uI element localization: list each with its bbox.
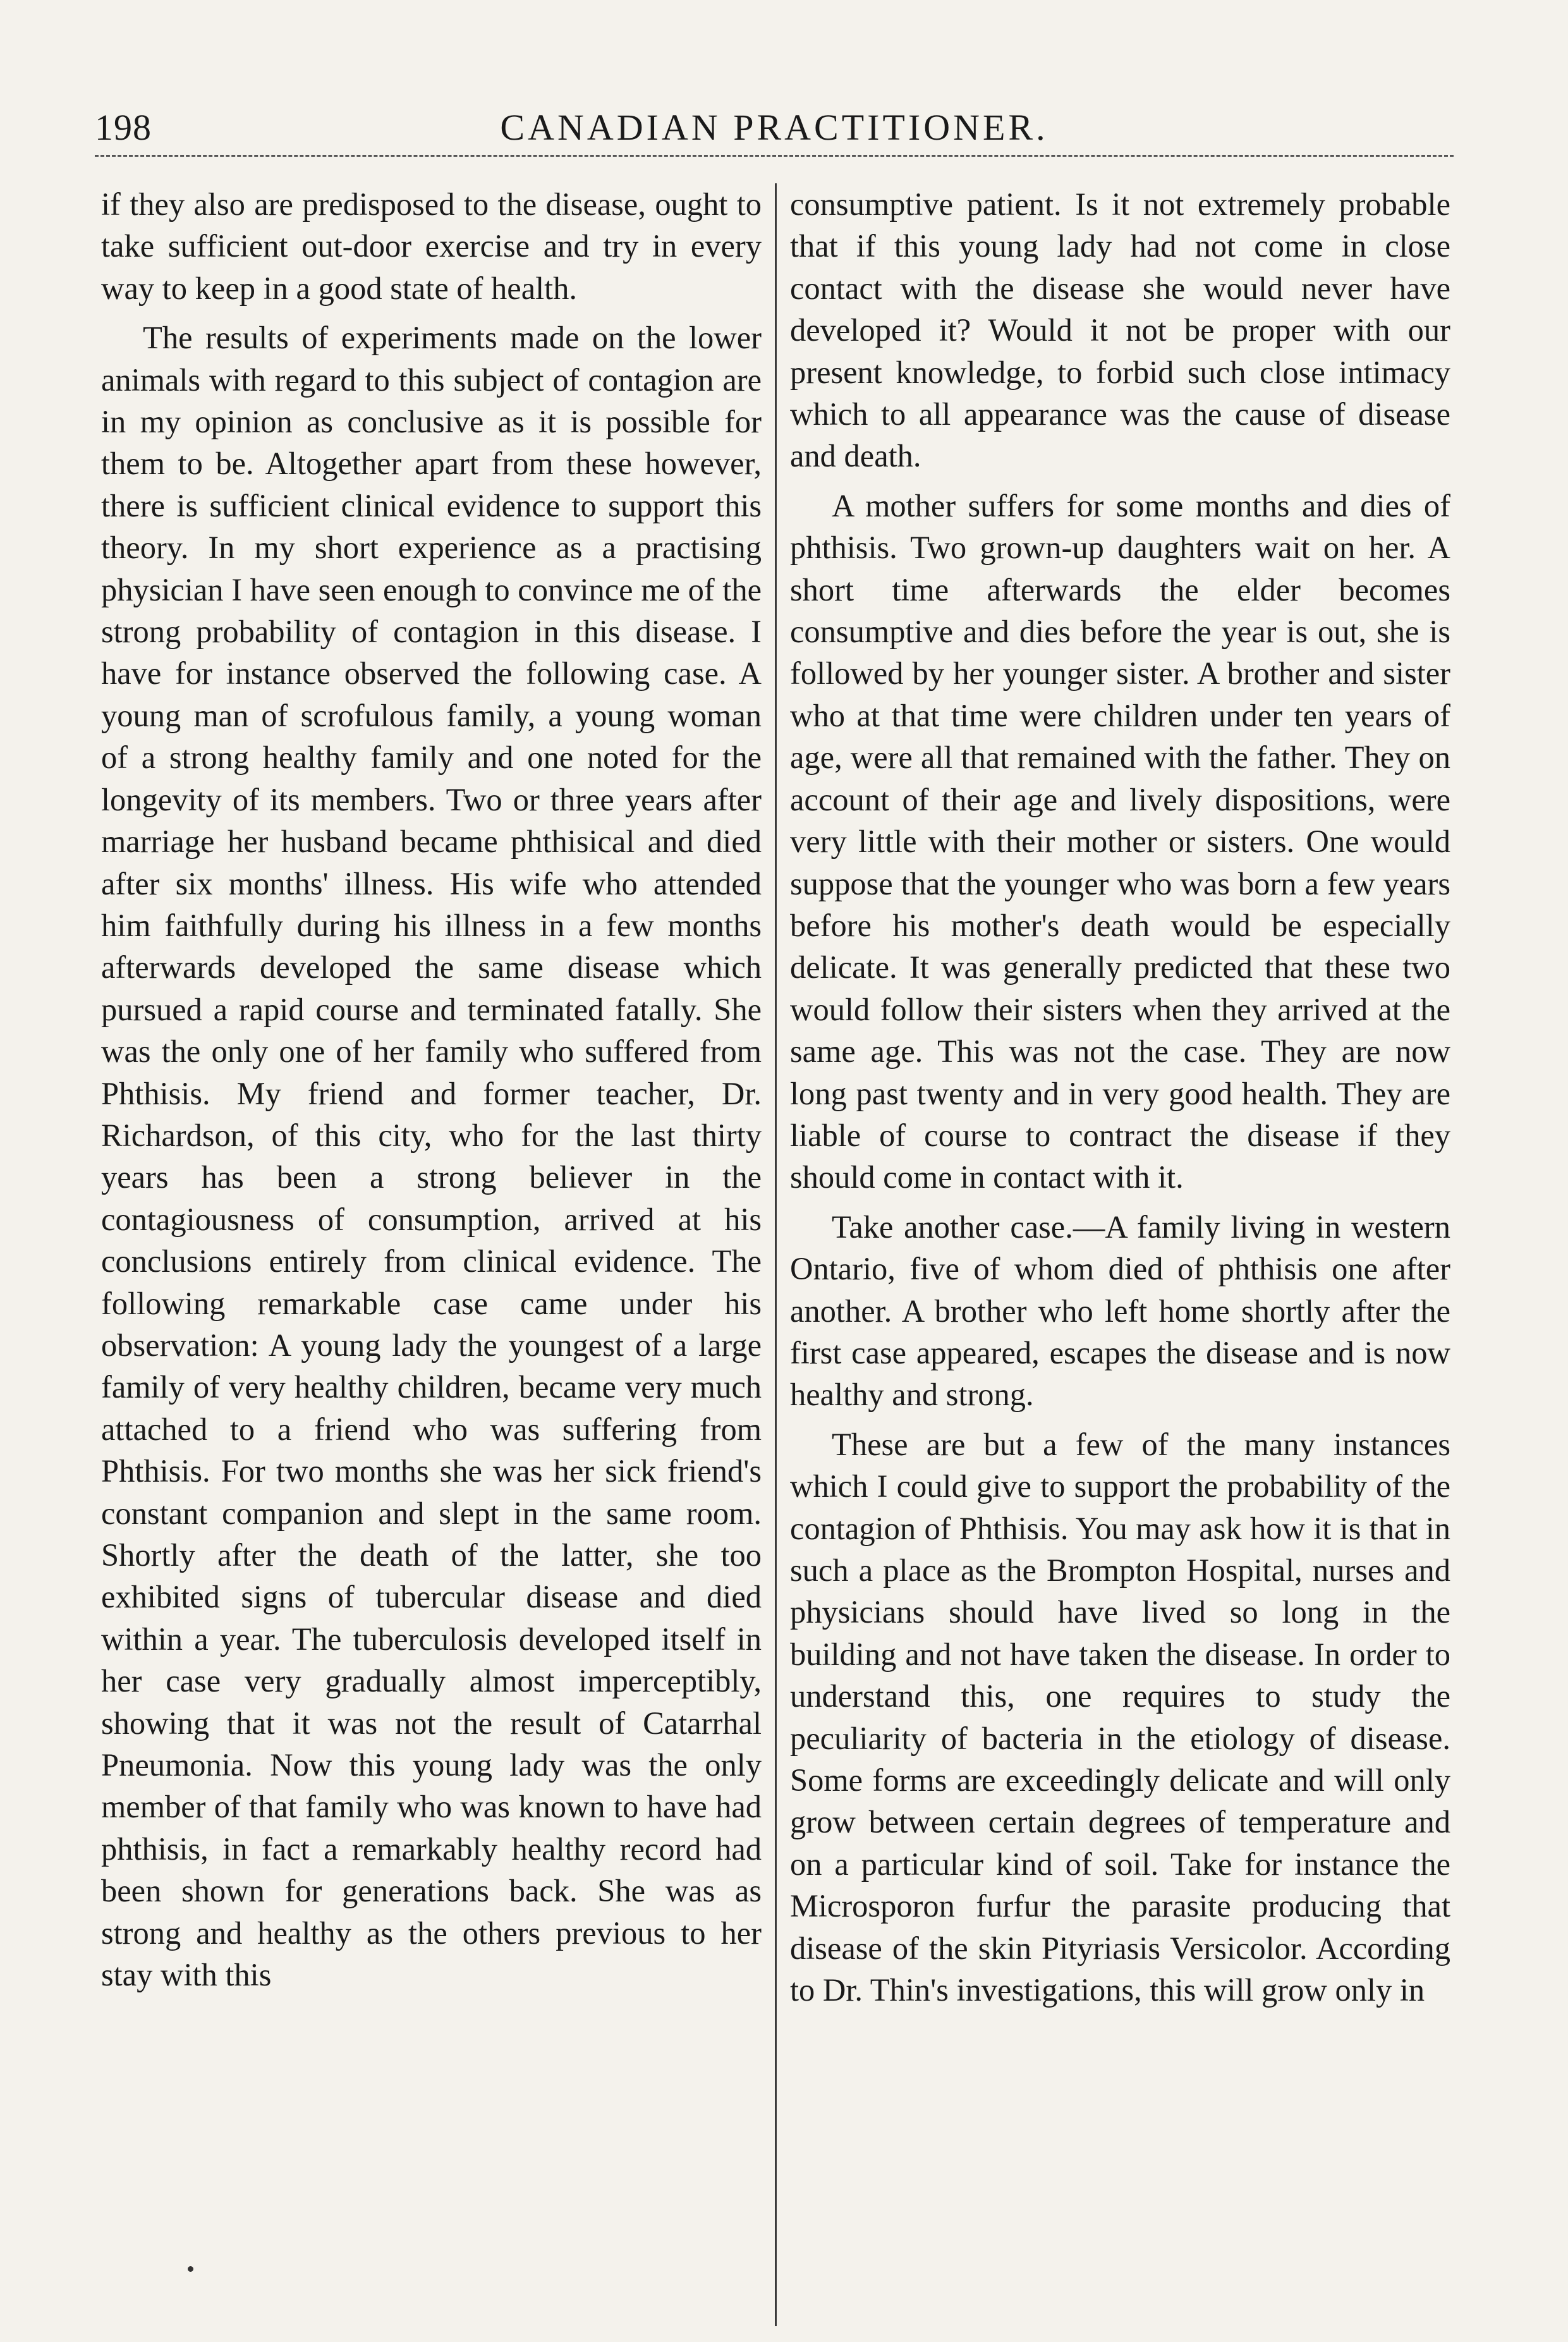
right-paragraph-3: Take another case.—A family living in western Ontario, five of whom died of phthisis one after another. A brother who left home shortly after the first case appeared, escapes the disease and is now healthy and strong.	[790, 1209, 1450, 1413]
right-paragraph-2: A mother suffers for some months and dies of phthisis. Two grown-up daughters wait on her. A short time afterwards the elder becomes consumptive and dies before the year is out, she is followed by her younger sister. A brother and sister who at that time were children under ten years of age, were all that remained with the father. They on account of their age and lively dispositions, were very little with their mother or sisters. One would suppose that the younger who was born a few years before his mother's death would be especially delicate. It was generally predicted that these two would follow their sisters when they arrived at the same age. This was not the case. They are now long past twenty and in very good health. They are liable of course to contract the disease if they should come in contact with it.	[790, 487, 1450, 1195]
left-column	[101, 183, 762, 1996]
right-paragraph-1: consumptive patient. Is it not extremely probable that if this young lady had not come in close contact with the disease she would never have developed it? Would it not be proper with our present knowledge, to forbid such close intimacy which to all appearance was the cause of disease and death.	[790, 186, 1450, 474]
page-number: 198	[95, 107, 152, 148]
right-column	[790, 183, 1450, 2011]
right-paragraph-4: These are but a few of the many instances which I could give to support the probability of the contagion of Phthisis. You may ask how it is that in such a place as the Brompton Hospital, nurses and physicians should have lived so long in the building and not have taken the disease. In order to understand this, one requires to study the peculiarity of bacteria in the etiology of disease. Some forms are exceedingly delicate and will only grow between certain degrees of temperature and on a particular kind of soil. Take for instance the Microsporon furfur the parasite producing that disease of the skin Pityriasis Versicolor. According to Dr. Thin's investigations, this will grow only in	[790, 1426, 1450, 2008]
running-title: CANADIAN PRACTITIONER.	[500, 107, 1048, 148]
left-paragraph-2: The results of experiments made on the lower animals with regard to this subject of contagion are in my opinion as conclusive as it is possible for them to be. Altogether apart from these however, there is sufficient clinical evidence to support this theory. In my short experience as a practising physician I have seen enough to convince me of the strong probability of contagion in this disease. I have for instance observed the following case. A young man of scrofulous family, a young woman of a strong healthy family and one noted for the longevity of its members. Two or three years after marriage her husband became phthisical and died after six months' illness. His wife who attended him faithfully during his illness in a few months afterwards developed the same disease which pursued a rapid course and terminated fatally. She was the only one of her family who suffered from Phthisis. My friend and former teacher, Dr. Richardson, of this city, who for the last thirty years has been a strong believer in the contagiousness of consumption, arrived at his conclusions entirely from clinical evidence. The following remarkable case came under his observation: A young lady the youngest of a large family of very healthy children, became very much attached to a friend who was suffering from Phthisis. For two months she was her sick friend's constant companion and slept in the same room. Shortly after the death of the latter, she too exhibited signs of tubercular disease and died within a year. The tuberculosis developed itself in her case very gradually almost imperceptibly, showing that it was not the result of Catarrhal Pneumonia. Now this young lady was the only member of that family who was known to have had phthisis, in fact a remarkably healthy record had been shown for generations back. She was as strong and healthy as the others previous to her stay with this	[101, 320, 762, 1993]
left-paragraph-1: if they also are predisposed to the disease, ought to take sufficient out-door exercise and try in every way to keep in a good state of health.	[101, 186, 762, 306]
header-rule	[95, 155, 1454, 157]
ink-speck	[188, 2266, 193, 2272]
column-divider	[775, 183, 777, 2326]
